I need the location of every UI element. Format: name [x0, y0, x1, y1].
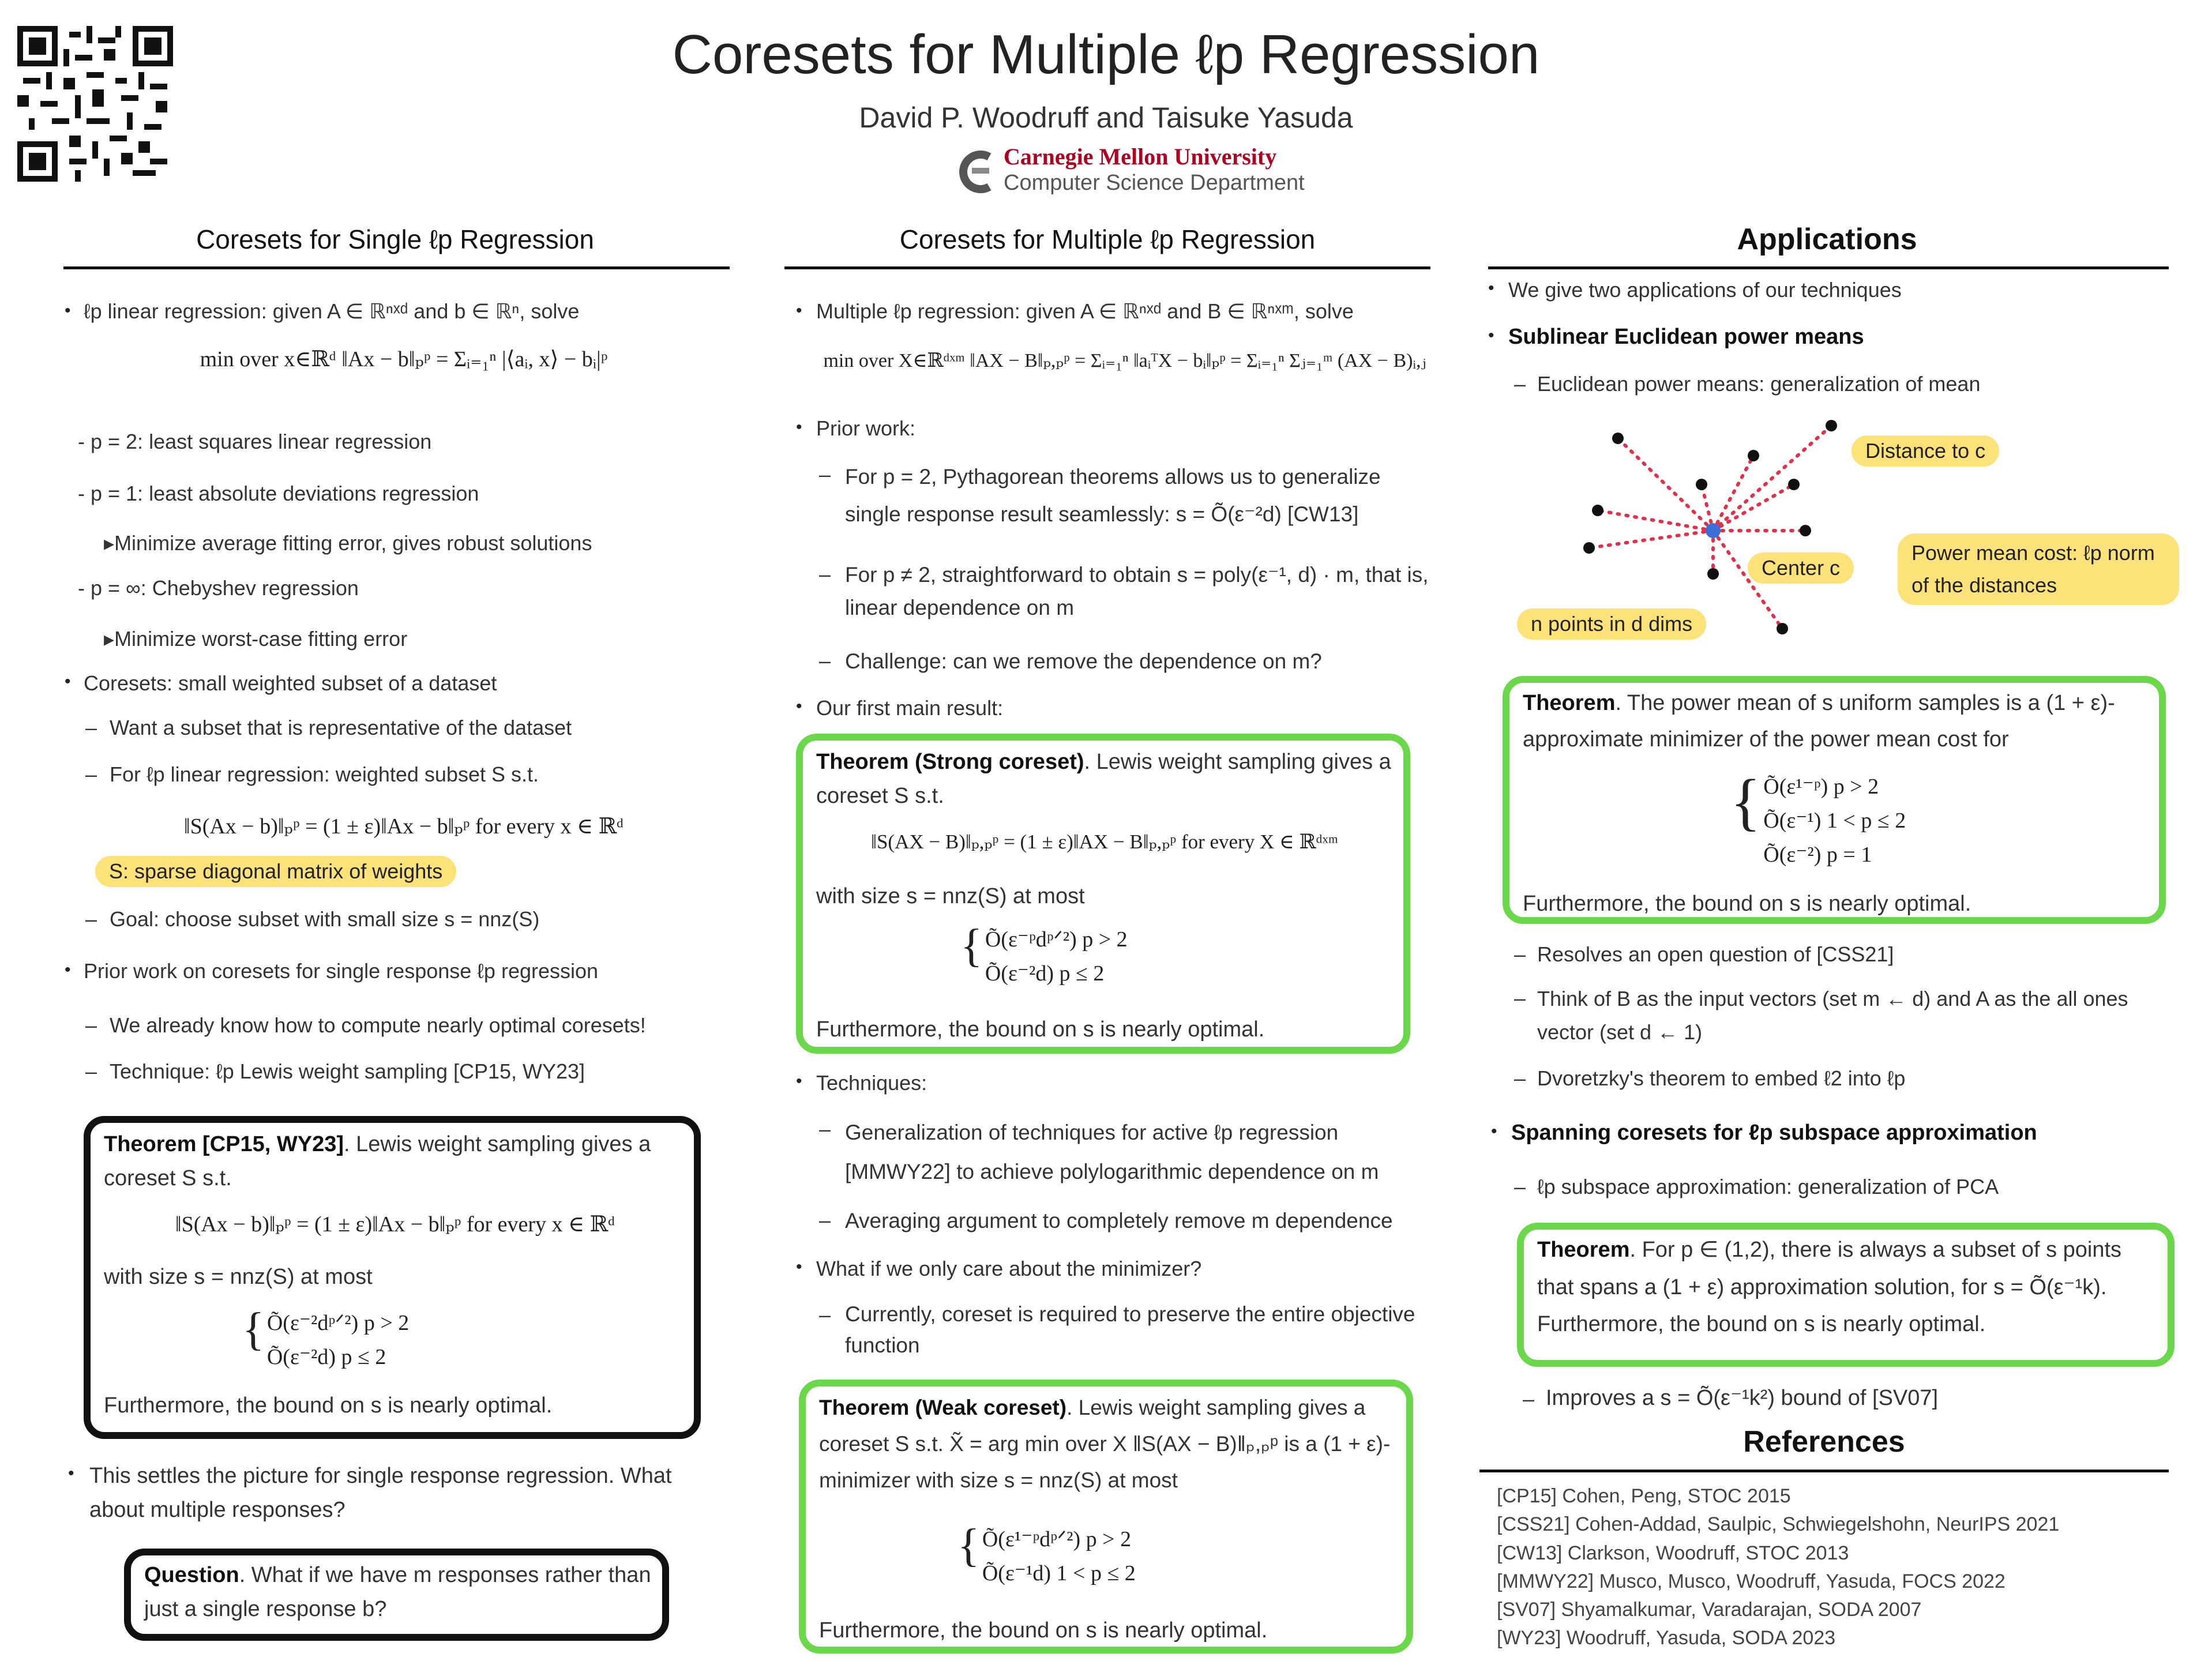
center-point [1706, 523, 1721, 538]
col1-theorem-title: Theorem [CP15, WY23] [104, 1132, 344, 1156]
col1-prior-sub2: Technique: ℓp Lewis weight sampling [CP15, WY23] [110, 1059, 585, 1083]
bullet-icon: • [68, 1464, 74, 1483]
col1-p1-sub: ▸Minimize average fitting error, gives robust solutions [104, 531, 592, 555]
reference-item: [CW13] Clarkson, Woodruff, STOC 2013 [1497, 1542, 1849, 1564]
col1-prior-sub1: We already know how to compute nearly optimal coresets! [110, 1013, 646, 1037]
dash-icon: – [819, 1208, 831, 1232]
bullet-icon: • [796, 697, 802, 716]
col2-bullet-minimizer: What if we only care about the minimizer? [816, 1257, 1202, 1280]
col3-power-means-sub1: Euclidean power means: generalization of mean [1537, 372, 1981, 396]
col3-case-3: Õ(ε⁻²) p = 1 [1763, 842, 1872, 867]
data-point [1777, 623, 1788, 634]
col2-minimizer-sub1: Currently, coreset is required to preserve the entire objective function [845, 1302, 1415, 1357]
col3-power-cases [1730, 766, 1906, 872]
poster-title: Coresets for Multiple ℓp Regression [672, 24, 1540, 85]
col1-bullet-settles: This settles the picture for single response regression. What about multiple responses? [89, 1464, 672, 1522]
brace-icon: { [960, 920, 983, 971]
authors: David P. Woodruff and Taisuke Yasuda [859, 102, 1353, 134]
brace-icon: { [1730, 766, 1761, 837]
col1-coresets-sub1: Want a subset that is representative of the dataset [110, 716, 572, 739]
col3-spanning-theorem-body: . For p ∈ (1,2), there is always a subset of s points that spans a (1 + ε) approximation solution, for s = Õ(ε⁻¹k). Furthermore, the bound on s is nearly optimal. [1537, 1238, 2122, 1337]
reference-item: [CSS21] Cohen-Addad, Saulpic, Schwiegelshohn, NeurIPS 2021 [1497, 1513, 2060, 1536]
col2-weak-cases [957, 1520, 1136, 1591]
col2-strong-case-2: Õ(ε⁻²d) p ≤ 2 [985, 961, 1105, 986]
col3-bullet-spanning: Spanning coresets for ℓp subspace approximation [1511, 1121, 2037, 1145]
col3-heading: Applications [1737, 223, 1917, 256]
col1-theorem-size: with size s = nnz(S) at most [104, 1265, 373, 1289]
references-rule [1479, 1470, 2169, 1472]
col3-power-theorem-title: Theorem [1523, 691, 1616, 715]
col1-p1: - p = 1: least absolute deviations regression [78, 482, 479, 505]
col1-theorem-body: . Lewis weight sampling gives a coreset S s.t. [104, 1132, 651, 1190]
dash-icon: – [819, 649, 831, 672]
col2-bullet-first-result: Our first main result: [816, 696, 1004, 720]
col3-power-theorem-body: . The power mean of s uniform samples is a (1 + ε)-approximate minimizer of the power mean cost for [1523, 691, 2115, 751]
power-mean-figure [1569, 409, 1840, 640]
dash-icon: – [1514, 1175, 1526, 1198]
col2-strong-size: with size s = nnz(S) at most [816, 884, 1085, 908]
col2-bullet-multiple: Multiple ℓp regression: given A ∈ ℝⁿˣᵈ and B ∈ ℝⁿˣᵐ, solve [816, 299, 1354, 323]
col2-strong-eq: ‖S(AX − B)‖ₚ,ₚᵖ = (1 ± ε)‖AX − B‖ₚ,ₚᵖ for every X ∈ ℝᵈˣᵐ [871, 830, 1338, 853]
dash-icon: – [85, 1013, 97, 1037]
col2-heading: Coresets for Multiple ℓp Regression [899, 224, 1316, 254]
col1-bullet-prior-work: Prior work on coresets for single response ℓp regression [84, 959, 599, 983]
data-point [1696, 479, 1707, 490]
col1-question-text [144, 1558, 652, 1626]
col3-bullet-power-means: Sublinear Euclidean power means [1508, 325, 1864, 349]
col2-prior-sub1: For p = 2, Pythagorean theorems allows us to generalize single response result seamlessly: s = Õ(ε⁻²d) [CW13] [845, 465, 1381, 526]
col2-strong-theorem-text [816, 745, 1393, 813]
col1-eq-coreset: ‖S(Ax − b)‖ₚᵖ = (1 ± ε)‖Ax − b‖ₚᵖ for every x ∈ ℝᵈ [183, 814, 624, 839]
col3-rule [1488, 266, 2169, 269]
col3-spanning-theorem-title: Theorem [1537, 1238, 1630, 1262]
col3-power-sub2: Resolves an open question of [CSS21] [1537, 942, 1894, 966]
col1-rule [63, 266, 730, 269]
col2-bullet-techniques: Techniques: [816, 1071, 927, 1095]
col1-theorem-cases [242, 1306, 409, 1374]
bullet-icon: • [65, 301, 71, 320]
data-point [1612, 433, 1624, 444]
label-points: n points in d dims [1517, 608, 1706, 640]
col1-theorem-text [104, 1128, 686, 1196]
col1-bullet-coresets: Coresets: small weighted subset of a dataset [84, 671, 497, 695]
dash-icon: – [1514, 986, 1526, 1010]
col3-case-1: Õ(ε¹⁻ᵖ) p > 2 [1763, 775, 1879, 799]
col1-question-title: Question [144, 1563, 239, 1587]
col2-bullet-prior: Prior work: [816, 416, 916, 440]
label-distance: Distance to c [1852, 435, 1999, 467]
brace-icon: { [242, 1304, 265, 1355]
dash-icon: – [85, 716, 97, 739]
col1-case-1: Õ(ε⁻²dᵖᐟ²) p > 2 [266, 1311, 410, 1335]
bullet-icon: • [65, 960, 71, 979]
col1-coresets-sub2: For ℓp linear regression: weighted subset S s.t. [110, 762, 539, 786]
col2-weak-case-2: Õ(ε⁻¹d) 1 < p ≤ 2 [982, 1561, 1136, 1585]
bullet-icon: • [796, 418, 802, 437]
col2-weak-theorem-text [819, 1390, 1396, 1499]
dash-icon: – [819, 463, 831, 486]
col2-tech-sub1: Generalization of techniques for active ℓp regression [MMWY22] to achieve polylogarithmic dependence on m [845, 1121, 1379, 1184]
col3-power-sub4: Dvoretzky's theorem to embed ℓ2 into ℓp [1537, 1066, 1906, 1090]
cmu-logo-icon [955, 149, 998, 195]
bullet-icon: • [1488, 279, 1494, 298]
col2-weak-opt: Furthermore, the bound on s is nearly optimal. [819, 1618, 1268, 1643]
reference-item: [SV07] Shyamalkumar, Varadarajan, SODA 2007 [1497, 1599, 1922, 1621]
col2-rule [784, 266, 1430, 269]
col2-weak-case-1: Õ(ε¹⁻ᵖdᵖᐟ²) p > 2 [982, 1527, 1132, 1551]
col1-cases-list [267, 1306, 409, 1374]
col1-coresets-sub3: Goal: choose subset with small size s = nnz(S) [110, 907, 540, 931]
dash-icon: – [819, 1117, 831, 1141]
label-cost: Power mean cost: ℓp norm of the distances [1898, 533, 2179, 605]
bullet-icon: • [1488, 326, 1494, 345]
data-point [1800, 525, 1811, 536]
bullet-icon: • [796, 1072, 802, 1091]
data-point [1707, 568, 1719, 580]
col1-pinf-sub: ▸Minimize worst-case fitting error [104, 627, 408, 651]
dash-icon: – [85, 1059, 97, 1083]
col2-strong-theorem-title: Theorem (Strong coreset) [816, 750, 1084, 774]
data-point [1748, 450, 1759, 461]
col1-eq-objective: min over x∈ℝᵈ ‖Ax − b‖ₚᵖ = Σᵢ₌₁ⁿ |⟨aᵢ, x⟩ − bᵢ|ᵖ [200, 347, 608, 371]
col2-strong-theorem-body: . Lewis weight sampling gives a coreset S s.t. [816, 750, 1391, 808]
col1-question-body: . What if we have m responses rather than just a single response b? [144, 1563, 651, 1621]
col2-prior-sub3: Challenge: can we remove the dependence on m? [845, 649, 1322, 673]
reference-item: [MMWY22] Musco, Musco, Woodruff, Yasuda, FOCS 2022 [1497, 1570, 2006, 1592]
col3-power-sub3: Think of B as the input vectors (set m ← d) and A as the all ones vector (set d ← 1) [1537, 987, 2128, 1044]
col2-weak-theorem-title: Theorem (Weak coreset) [819, 1396, 1067, 1419]
col1-heading: Coresets for Single ℓp Regression [196, 224, 594, 254]
col2-eq-objective: min over X∈ℝᵈˣᵐ ‖AX − B‖ₚ,ₚᵖ = Σᵢ₌₁ⁿ ‖aᵢᵀX − bᵢ‖ₚᵖ = Σᵢ₌₁ⁿ Σⱼ₌₁ᵐ (AX − B)ᵢ,ⱼ [823, 350, 1426, 371]
col2-strong-cases [960, 920, 1128, 991]
col1-tag-weights: S: sparse diagonal matrix of weights [95, 856, 456, 887]
col3-bullet-two-apps: We give two applications of our techniques [1508, 278, 1902, 302]
data-point [1788, 479, 1800, 490]
dash-icon: – [1514, 1066, 1526, 1090]
col2-strong-case-1: Õ(ε⁻ᵖdᵖᐟ²) p > 2 [985, 927, 1128, 952]
col1-theorem-eq: ‖S(Ax − b)‖ₚᵖ = (1 ± ε)‖Ax − b‖ₚᵖ for every x ∈ ℝᵈ [175, 1212, 615, 1237]
col2-tech-sub2: Averaging argument to completely remove m dependence [845, 1209, 1393, 1232]
dash-icon: – [85, 907, 97, 931]
col3-power-cases-list [1763, 770, 1906, 872]
col3-power-theorem-text [1523, 685, 2146, 757]
affiliation-dept: Computer Science Department [1004, 171, 1305, 195]
col2-weak-theorem-body: . Lewis weight sampling gives a coreset S s.t. X̃ = arg min over X ‖S(AX − B)‖ₚ,ₚᵖ is a (1 + ε)-minimizer with size s = nnz(S) at most [819, 1396, 1391, 1492]
dash-icon: – [1514, 372, 1526, 396]
dash-icon: – [1514, 942, 1526, 966]
reference-item: [CP15] Cohen, Peng, STOC 2015 [1497, 1485, 1791, 1507]
label-center: Center c [1748, 553, 1854, 584]
dash-icon: – [819, 562, 831, 586]
col1-case-2: Õ(ε⁻²d) p ≤ 2 [266, 1344, 386, 1369]
col2-strong-cases-list [985, 923, 1128, 991]
col2-prior-sub2: For p ≠ 2, straightforward to obtain s = poly(ε⁻¹, d) · m, that is, linear dependence on m [845, 563, 1429, 620]
col1-p2: - p = 2: least squares linear regression [78, 430, 432, 453]
dash-icon: – [819, 1303, 831, 1326]
dash-icon: – [1523, 1387, 1535, 1411]
col3-spanning-sub2: Improves a s = Õ(ε⁻¹k²) bound of [SV07] [1546, 1386, 1939, 1410]
references-list [1497, 1482, 2166, 1653]
bullet-icon: • [65, 672, 71, 691]
bullet-icon: • [796, 1257, 802, 1276]
col3-power-opt: Furthermore, the bound on s is nearly optimal. [1523, 892, 1971, 916]
bullet-icon: • [796, 301, 802, 320]
data-point [1583, 542, 1595, 554]
dash-icon: – [85, 762, 97, 786]
col3-spanning-theorem-text [1537, 1231, 2157, 1343]
col3-spanning-sub1: ℓp subspace approximation: generalization of PCA [1537, 1175, 1999, 1198]
data-point [1592, 505, 1603, 516]
col3-case-2: Õ(ε⁻¹) 1 < p ≤ 2 [1763, 808, 1906, 833]
data-point [1826, 420, 1837, 431]
reference-item: [WY23] Woodruff, Yasuda, SODA 2023 [1497, 1627, 1836, 1649]
col2-weak-cases-list [982, 1523, 1136, 1591]
col1-theorem-opt: Furthermore, the bound on s is nearly optimal. [104, 1393, 553, 1418]
affiliation-name: Carnegie Mellon University [1004, 144, 1277, 170]
references-heading: References [1743, 1425, 1905, 1459]
brace-icon: { [957, 1520, 980, 1571]
col2-strong-opt: Furthermore, the bound on s is nearly optimal. [816, 1017, 1265, 1042]
bullet-icon: • [1491, 1122, 1497, 1141]
col1-pinf: - p = ∞: Chebyshev regression [78, 576, 359, 600]
col1-bullet-linear-regression: ℓp linear regression: given A ∈ ℝⁿˣᵈ and b ∈ ℝⁿ, solve [84, 299, 580, 323]
